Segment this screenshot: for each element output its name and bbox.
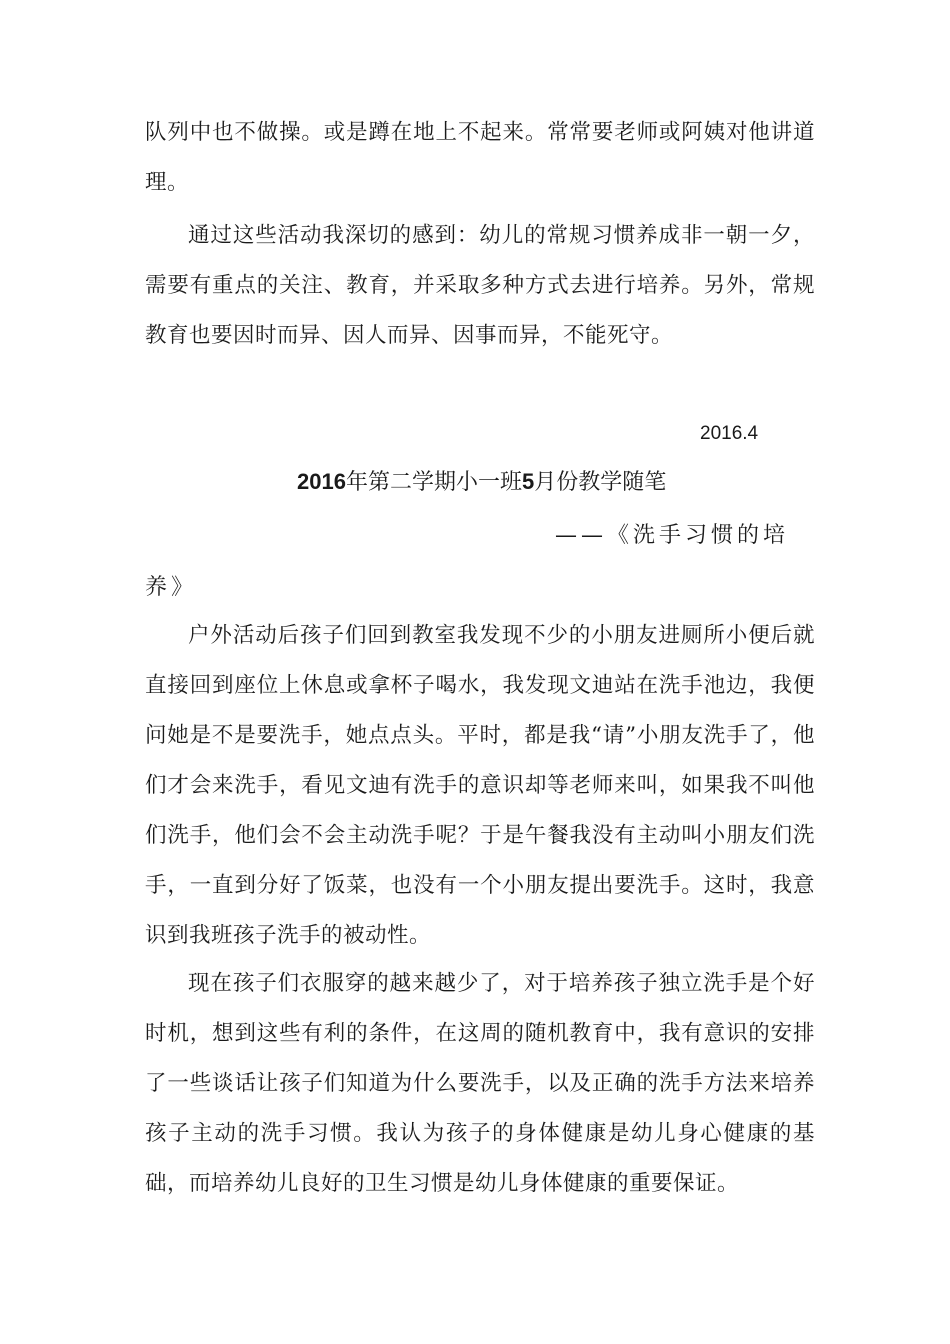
essay-subtitle: ——《洗手习惯的培养》 <box>145 523 790 600</box>
paragraph-reflection: 现在孩子们衣服穿的越来越少了，对于培养孩子独立洗手是个好时机，想到这些有利的条件，在这周的随机教育中，我有意识的安排了一些谈话让孩子们知道为什么要洗手，以及正确的洗手方法来培养孩子主动的洗手习惯。我认为孩子的身体健康是幼儿身心健康的基础，而培养幼儿良好的卫生习惯是幼儿身体健康的重要保证。 <box>145 971 815 1196</box>
title-part-2: 月份教学随笔 <box>534 470 667 495</box>
paragraph-conclusion: 通过这些活动我深切的感到：幼儿的常规习惯养成非一朝一夕，需要有重点的关注、教育，并采取多种方式去进行培养。另外，常规教育也要因时而异、因人而异、因事而异，不能死守。 <box>145 223 815 348</box>
title-month: 5 <box>521 469 535 494</box>
title-year: 2016 <box>297 469 346 494</box>
paragraph-observation: 户外活动后孩子们回到教室我发现不少的小朋友进厕所小便后就直接回到座位上休息或拿杯子喝水，我发现文迪站在洗手池边，我便问她是不是要洗手，她点点头。平时，都是我“请”小朋友洗手了，他们才会来洗手，看见文迪有洗手的意识却等老师来叫，如果我不叫他们洗手，他们会不会主动洗手呢？于是午餐我没有主动叫小朋友们洗手，一直到分好了饭菜，也没有一个小朋友提出要洗手。这时，我意识到我班孩子洗手的被动性。 <box>145 623 815 948</box>
essay-title <box>297 462 666 503</box>
title-part-1: 年第二学期小一班 <box>345 470 522 495</box>
paragraph-continuation: 队列中也不做操。或是蹲在地上不起来。常常要老师或阿姨对他讲道理。 <box>145 120 815 195</box>
date-label: 2016.4 <box>700 423 759 444</box>
